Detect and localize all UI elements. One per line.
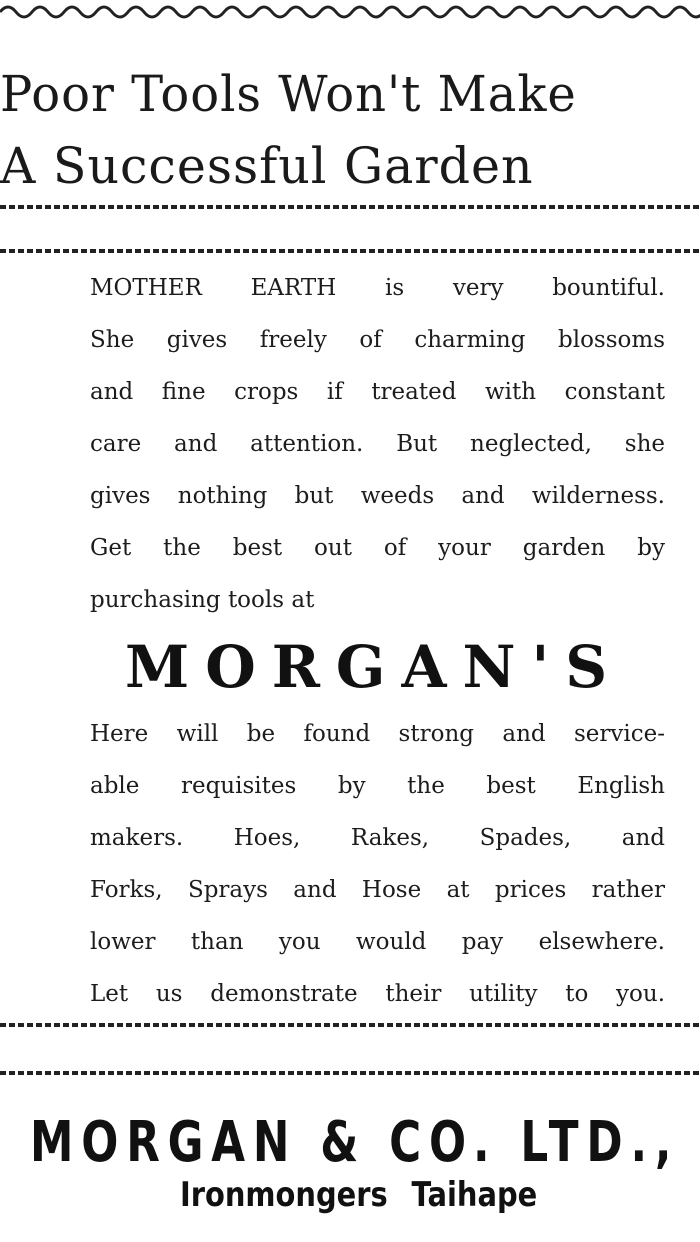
headline-line-1: Poor Tools Won't Make [0, 65, 577, 123]
wavy-border-top [0, 0, 700, 22]
headline-line-2: A Successful Garden [0, 137, 534, 195]
intro-line: and fine crops if treated with constant [90, 379, 665, 405]
intro-line: purchasing tools at [90, 587, 315, 613]
town-label: Taihape [411, 1175, 538, 1215]
divider-rule [0, 248, 700, 254]
details-line: Here will be found strong and service- [90, 721, 665, 747]
intro-line: Get the best out of your garden by [90, 535, 665, 561]
details-line: makers. Hoes, Rakes, Spades, and [90, 825, 665, 851]
details-line: able requisites by the best English [90, 773, 665, 799]
store-name: MORGAN'S [125, 633, 624, 701]
intro-paragraph [90, 262, 665, 626]
intro-line: She gives freely of charming blossoms [90, 327, 665, 353]
details-paragraph [90, 708, 665, 1020]
divider-rule [0, 1070, 700, 1076]
divider-rule [0, 204, 700, 210]
details-line: lower than you would pay elsewhere. [90, 929, 665, 955]
details-line: Forks, Sprays and Hose at prices rather [90, 877, 665, 903]
divider-rule [0, 1022, 700, 1028]
intro-line: gives nothing but weeds and wilderness. [90, 483, 665, 509]
details-line: Let us demonstrate their utility to you. [90, 981, 665, 1007]
intro-line: MOTHER EARTH is very bountiful. [90, 275, 665, 301]
intro-line: care and attention. But neglected, she [90, 431, 665, 457]
trade-label: Ironmongers [180, 1175, 388, 1215]
company-name: MORGAN & CO. LTD., [30, 1110, 680, 1175]
company-address [180, 1170, 537, 1220]
